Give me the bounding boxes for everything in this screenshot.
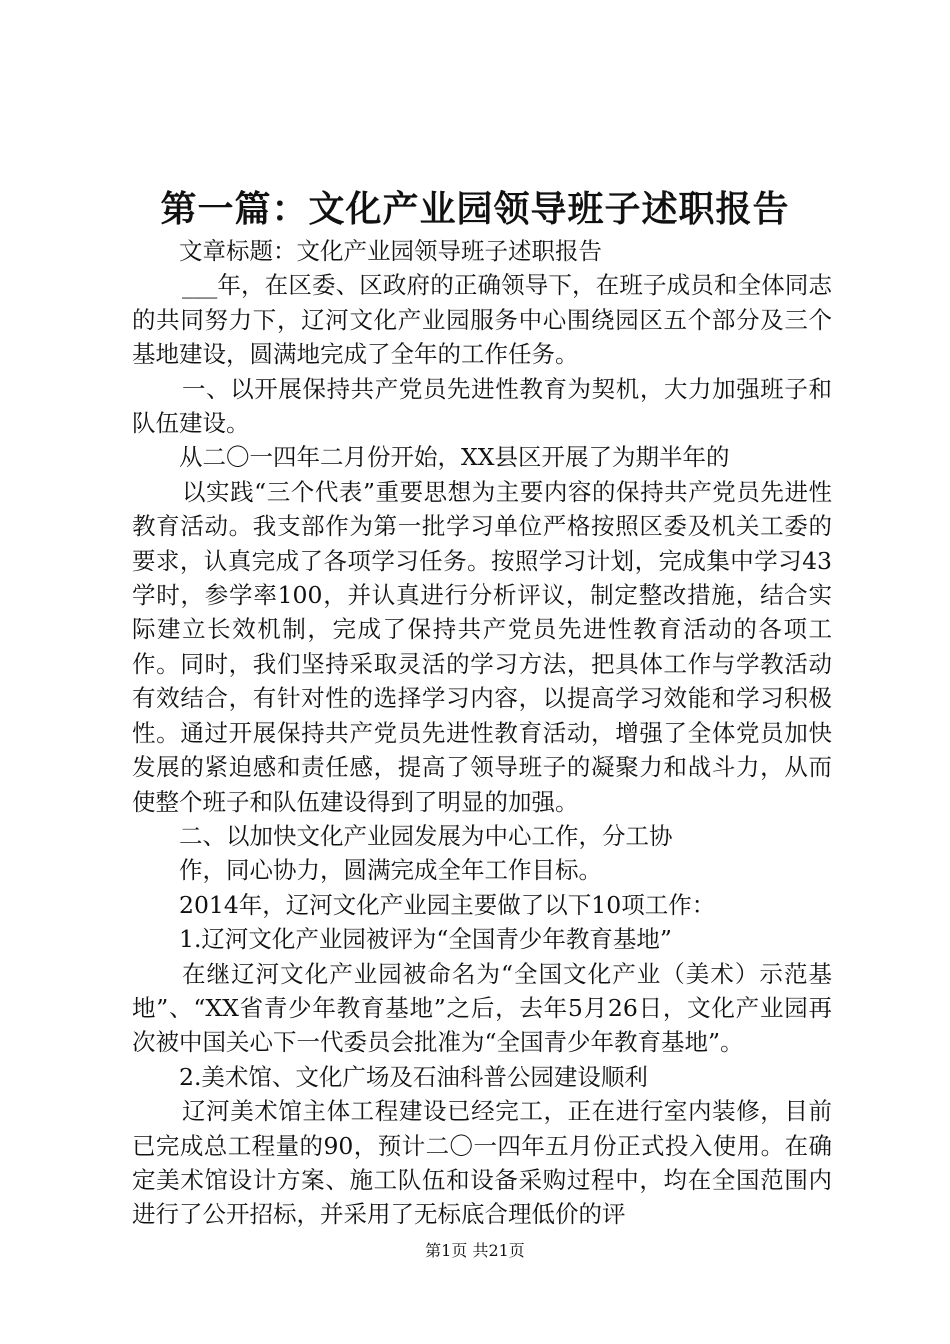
paragraph-section-two-continued: 作，同心协力，圆满完成全年工作目标。 <box>179 856 602 885</box>
paragraph-section-two-heading: 二、以加快文化产业园发展为中心工作，分工协 <box>179 821 673 850</box>
paragraph-education-activity: 以实践“三个代表”重要思想为主要内容的保持共产党员先进性教育活动。我支部作为第一批学习单位严格按照区委及机关工委的要求，认真完成了各项学习任务。按照学习计划，完成集中学习43学时，参学率100，并认真进行分析评议，制定整改措施，结合实际建立长效机制，完成了保持共产党员先进性教育活动的各项工作。同时，我们坚持采取灵活的学习方法，把具体工作与学教活动有效结合，有针对性的选择学习内容，以提高学习效能和学习积极性。通过开展保持共产党员先进性教育活动，增强了全体党员加快发展的紧迫感和责任感，提高了领导班子的凝聚力和战斗力，从而使整个班子和队伍建设得到了明显的加强。 <box>132 477 832 816</box>
paragraph-intro: ___年，在区委、区政府的正确领导下，在班子成员和全体同志的共同努力下，辽河文化产业园服务中心围绕园区五个部分及三个基地建设，圆满地完成了全年的工作任务。 <box>132 271 832 369</box>
paragraph-education-start: 从二〇一四年二月份开始，XX县区开展了为期半年的 <box>179 443 730 472</box>
document-body <box>132 234 832 1232</box>
paragraph-work-summary: 2014年，辽河文化产业园主要做了以下10项工作： <box>179 890 716 919</box>
page-footer: 第1页 共21页 <box>425 1241 525 1260</box>
paragraph-item-one-heading: 1.辽河文化产业园被评为“全国青少年教育基地” <box>179 925 672 954</box>
document-title: 第一篇：文化产业园领导班子述职报告 <box>160 188 790 230</box>
paragraph-article-heading: 文章标题：文化产业园领导班子述职报告 <box>179 237 602 265</box>
paragraph-item-two-heading: 2.美术馆、文化广场及石油科普公园建设顺利 <box>179 1062 648 1091</box>
paragraph-item-two-body: 辽河美术馆主体工程建设已经完工，正在进行室内装修，目前已完成总工程量的90，预计二〇一四年五月份正式投入使用。在确定美术馆设计方案、施工队伍和设备采购过程中，均在全国范围内进行了公开招标，并采用了无标底合理低价的评 <box>132 1097 832 1229</box>
paragraph-section-one-heading: 一、以开展保持共产党员先进性教育为契机，大力加强班子和队伍建设。 <box>132 374 832 438</box>
paragraph-item-one-body: 在继辽河文化产业园被命名为“全国文化产业（美术）示范基地”、“XX省青少年教育基地”之后，去年5月26日，文化产业园再次被中国关心下一代委员会批准为“全国青少年教育基地”。 <box>132 959 832 1057</box>
